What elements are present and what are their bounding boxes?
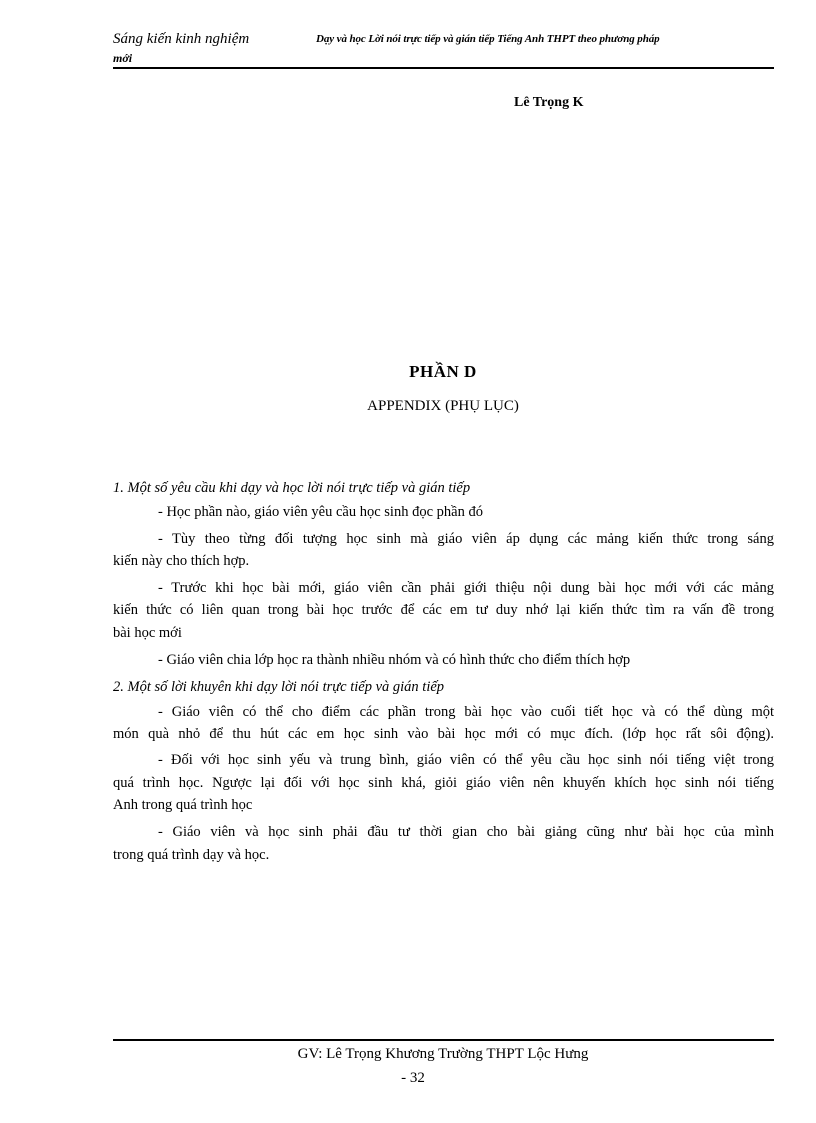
section-2-paragraph-1-line-2: món quà nhỏ để thu hút các em học sinh vào bài học mới có mục đích. (lớp học rất sôi động). [113, 726, 774, 742]
section-1-paragraph-3-line-1: - Trước khi học bài mới, giáo viên cần phải giới thiệu nội dung bài học mới với các mảng [158, 580, 774, 596]
section-1-paragraph-3-line-3: bài học mới [113, 625, 182, 641]
header-title-right: Dạy và học Lời nói trực tiếp và gián tiếp Tiếng Anh THPT theo phương pháp [316, 33, 660, 45]
page-number: - 32 [401, 1070, 425, 1086]
section-2-paragraph-1-line-1: - Giáo viên có thể cho điểm các phần trong bài học vào cuối tiết học và có thể dùng một [158, 704, 774, 720]
section-1-paragraph-4: - Giáo viên chia lớp học ra thành nhiều nhóm và có hình thức cho điểm thích hợp [158, 652, 631, 668]
section-1-paragraph-3-line-2: kiến thức có liên quan trong bài học trước để các em tư duy nhớ lại kiến thức tìm ra vấn đề trong [113, 602, 774, 618]
section-2-paragraph-2-line-3: Anh trong quá trình học [113, 797, 253, 813]
section-1-paragraph-1: - Học phần nào, giáo viên yêu cầu học sinh đọc phần đó [158, 504, 483, 520]
section-2-paragraph-3-line-2: trong quá trình dạy và học. [113, 847, 270, 863]
section-1-heading: 1. Một số yêu cầu khi dạy và học lời nói trực tiếp và gián tiếp [113, 480, 471, 496]
section-1-paragraph-2-line-2: kiến này cho thích hợp. [113, 553, 250, 569]
footer-author-school: GV: Lê Trọng Khương Trường THPT Lộc Hưng [297, 1046, 589, 1062]
author-name: Lê Trọng K [514, 95, 584, 110]
section-2-paragraph-3-line-1: - Giáo viên và học sinh phải đầu tư thời gian cho bài giảng cũng như bài học của mình [158, 824, 774, 840]
section-2-heading: 2. Một số lời khuyên khi dạy lời nói trực tiếp và gián tiếp [113, 679, 445, 695]
footer-divider [113, 1039, 774, 1041]
header-title-left-continued: mới [113, 51, 133, 65]
part-title: PHẦN D [409, 362, 477, 381]
header-title-left: Sáng kiến kinh nghiệm [113, 31, 250, 47]
section-2-paragraph-2-line-1: - Đối với học sinh yếu và trung bình, giáo viên có thể yêu cầu học sinh nói tiếng việt trong [158, 752, 774, 768]
part-subtitle: APPENDIX (PHỤ LỤC) [367, 398, 519, 414]
section-1-paragraph-2-line-1: - Tùy theo từng đối tượng học sinh mà giáo viên áp dụng các mảng kiến thức trong sáng [158, 531, 774, 547]
header-divider [113, 67, 774, 69]
section-2-paragraph-2-line-2: quá trình học. Ngược lại đối với học sinh khá, giỏi giáo viên nên khuyến khích học sinh nói tiếng [113, 775, 774, 791]
